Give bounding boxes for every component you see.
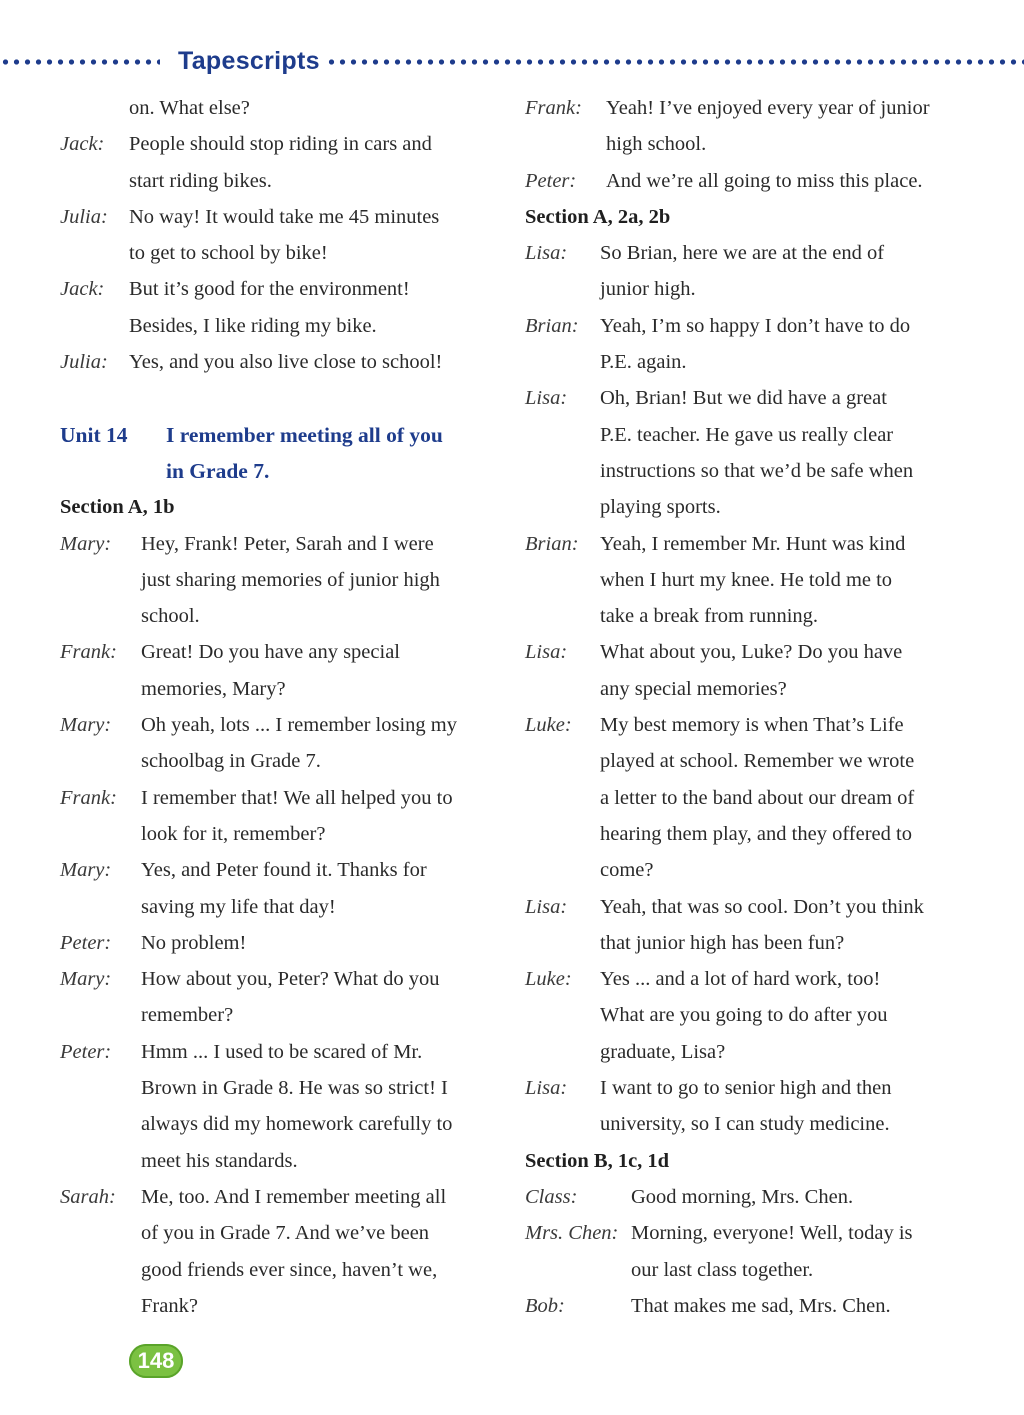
- section-heading: Section A, 1b: [60, 496, 175, 519]
- dialogue-line: [525, 925, 965, 961]
- dialogue-text: take a break from running.: [600, 605, 819, 628]
- dialogue-line: [60, 816, 500, 852]
- speaker-name: Lisa:: [525, 387, 568, 410]
- dialogue-line: [60, 707, 500, 743]
- speaker-name: Jack:: [60, 278, 105, 301]
- dialogue-line: [525, 526, 965, 562]
- section-heading: Section A, 2a, 2b: [525, 205, 671, 228]
- dialogue-line: [60, 1179, 500, 1215]
- dialogue-text: Yeah, I remember Mr. Hunt was kind: [600, 532, 906, 555]
- header-dots-right: [326, 58, 1024, 66]
- dialogue-text: university, so I can study medicine.: [600, 1113, 890, 1136]
- dialogue-line: [525, 90, 965, 126]
- dialogue-line: [60, 1034, 500, 1070]
- dialogue-text: a letter to the band about our dream of: [600, 786, 915, 809]
- dialogue-text: our last class together.: [631, 1258, 814, 1281]
- speaker-name: Lisa:: [525, 1077, 568, 1100]
- unit-heading: [60, 453, 500, 489]
- dialogue-line: [525, 961, 965, 997]
- dialogue-text: So Brian, here we are at the end of: [600, 242, 885, 265]
- dialogue-text: Morning, everyone! Well, today is: [631, 1222, 913, 1245]
- dialogue-line: [60, 852, 500, 888]
- dialogue-line: [60, 344, 500, 380]
- dialogue-text: People should stop riding in cars and: [129, 133, 432, 156]
- dialogue-text: that junior high has been fun?: [600, 931, 845, 954]
- dialogue-text: P.E. again.: [600, 351, 687, 374]
- dialogue-text: playing sports.: [600, 496, 721, 519]
- dialogue-line: [525, 126, 965, 162]
- dialogue-line: [525, 344, 965, 380]
- dialogue-line: [525, 997, 965, 1033]
- dialogue-line: [525, 489, 965, 525]
- header-title: Tapescripts: [178, 47, 320, 75]
- dialogue-line: [525, 1034, 965, 1070]
- dialogue-text: meet his standards.: [141, 1149, 298, 1172]
- dialogue-text: high school.: [606, 133, 707, 156]
- dialogue-line: [60, 562, 500, 598]
- dialogue-text: played at school. Remember we wrote: [600, 750, 915, 773]
- dialogue-line: [60, 308, 500, 344]
- dialogue-text: graduate, Lisa?: [600, 1040, 726, 1063]
- blank-line: [60, 380, 500, 416]
- dialogue-text: Yeah, I’m so happy I don’t have to do: [600, 314, 911, 337]
- dialogue-line: [60, 598, 500, 634]
- dialogue-text: How about you, Peter? What do you: [141, 968, 440, 991]
- dialogue-text: But it’s good for the environment!: [129, 278, 410, 301]
- dialogue-line: [60, 235, 500, 271]
- dialogue-text: on. What else?: [129, 97, 250, 119]
- dialogue-line: [525, 634, 965, 670]
- speaker-name: Mary:: [60, 968, 112, 991]
- speaker-name: Bob:: [525, 1294, 565, 1317]
- dialogue-line: [60, 743, 500, 779]
- dialogue-text: I want to go to senior high and then: [600, 1077, 892, 1100]
- dialogue-text: Brown in Grade 8. He was so strict! I: [141, 1077, 448, 1100]
- dialogue-text: school.: [141, 605, 200, 628]
- dialogue-line: [60, 199, 500, 235]
- dialogue-line: [60, 90, 500, 126]
- unit-title: I remember meeting all of you: [166, 422, 443, 447]
- dialogue-line: [60, 526, 500, 562]
- speaker-name: Julia:: [60, 351, 108, 374]
- dialogue-text: My best memory is when That’s Life: [600, 714, 904, 737]
- dialogue-line: [525, 1288, 965, 1324]
- speaker-name: Mary:: [60, 532, 112, 555]
- dialogue-text: junior high.: [600, 278, 696, 301]
- speaker-name: Class:: [525, 1185, 578, 1208]
- dialogue-line: [60, 126, 500, 162]
- dialogue-text: schoolbag in Grade 7.: [141, 750, 321, 773]
- speaker-name: Mary:: [60, 714, 112, 737]
- dialogue-line: [60, 1143, 500, 1179]
- speaker-name: Peter:: [525, 169, 577, 192]
- dialogue-text: I remember that! We all helped you to: [141, 786, 453, 809]
- speaker-name: Luke:: [525, 714, 572, 737]
- dialogue-line: [525, 271, 965, 307]
- dialogue-text: saving my life that day!: [141, 895, 336, 918]
- speaker-name: Julia:: [60, 205, 108, 228]
- dialogue-line: [60, 780, 500, 816]
- dialogue-line: [525, 1179, 965, 1215]
- dialogue-text: always did my homework carefully to: [141, 1113, 453, 1136]
- dialogue-text: start riding bikes.: [129, 169, 272, 192]
- dialogue-text: Frank?: [141, 1294, 198, 1317]
- dialogue-text: What about you, Luke? Do you have: [600, 641, 903, 664]
- unit-number: Unit 14: [60, 422, 128, 447]
- dialogue-line: [525, 707, 965, 743]
- dialogue-text: What are you going to do after you: [600, 1004, 888, 1027]
- dialogue-text: Oh, Brian! But we did have a great: [600, 387, 887, 410]
- dialogue-text: Good morning, Mrs. Chen.: [631, 1185, 854, 1208]
- speaker-name: Peter:: [60, 1040, 112, 1063]
- dialogue-text: No way! It would take me 45 minutes: [129, 205, 440, 228]
- speaker-name: Mrs. Chen:: [525, 1222, 619, 1245]
- dialogue-text: hearing them play, and they offered to: [600, 822, 912, 845]
- dialogue-text: Besides, I like riding my bike.: [129, 314, 377, 337]
- dialogue-text: remember?: [141, 1004, 234, 1027]
- speaker-name: Frank:: [525, 97, 582, 119]
- dialogue-text: memories, Mary?: [141, 677, 286, 700]
- dialogue-text: good friends ever since, haven’t we,: [141, 1258, 438, 1281]
- speaker-name: Sarah:: [60, 1185, 116, 1208]
- dialogue-text: And we’re all going to miss this place.: [606, 169, 923, 192]
- dialogue-text: Yeah! I’ve enjoyed every year of junior: [606, 97, 930, 119]
- right-column: [525, 90, 965, 1324]
- speaker-name: Lisa:: [525, 641, 568, 664]
- speaker-name: Brian:: [525, 314, 579, 337]
- speaker-name: Lisa:: [525, 895, 568, 918]
- dialogue-line: [525, 1106, 965, 1142]
- dialogue-text: when I hurt my knee. He told me to: [600, 568, 893, 591]
- dialogue-line: [525, 235, 965, 271]
- speaker-name: Mary:: [60, 859, 112, 882]
- dialogue-text: any special memories?: [600, 677, 787, 700]
- dialogue-line: [525, 780, 965, 816]
- page-number: 148: [129, 1344, 183, 1378]
- dialogue-text: come?: [600, 859, 654, 882]
- left-column: [60, 90, 500, 1324]
- unit-title: in Grade 7.: [166, 458, 270, 483]
- dialogue-line: [60, 925, 500, 961]
- dialogue-line: [525, 816, 965, 852]
- dialogue-text: Hey, Frank! Peter, Sarah and I were: [141, 532, 434, 555]
- dialogue-line: [525, 743, 965, 779]
- dialogue-line: [525, 598, 965, 634]
- dialogue-line: [525, 417, 965, 453]
- dialogue-text: look for it, remember?: [141, 822, 326, 845]
- dialogue-text: of you in Grade 7. And we’ve been: [141, 1222, 430, 1245]
- dialogue-line: [525, 889, 965, 925]
- speaker-name: Peter:: [60, 931, 112, 954]
- dialogue-line: [60, 889, 500, 925]
- dialogue-text: Great! Do you have any special: [141, 641, 400, 664]
- dialogue-line: [60, 671, 500, 707]
- dialogue-text: P.E. teacher. He gave us really clear: [600, 423, 894, 446]
- dialogue-text: to get to school by bike!: [129, 242, 328, 265]
- dialogue-line: [60, 271, 500, 307]
- dialogue-text: That makes me sad, Mrs. Chen.: [631, 1294, 891, 1317]
- dialogue-line: [525, 852, 965, 888]
- speaker-name: Jack:: [60, 133, 105, 156]
- dialogue-text: No problem!: [141, 931, 247, 954]
- dialogue-line: [60, 1215, 500, 1251]
- dialogue-line: [60, 961, 500, 997]
- dialogue-text: Yes, and Peter found it. Thanks for: [141, 859, 427, 882]
- dialogue-text: Hmm ... I used to be scared of Mr.: [141, 1040, 423, 1063]
- dialogue-line: [60, 634, 500, 670]
- dialogue-line: [525, 671, 965, 707]
- unit-heading: [60, 417, 500, 453]
- dialogue-text: Me, too. And I remember meeting all: [141, 1185, 447, 1208]
- dialogue-line: [525, 453, 965, 489]
- speaker-name: Frank:: [60, 641, 117, 664]
- dialogue-text: Yes, and you also live close to school!: [129, 351, 443, 374]
- dialogue-text: just sharing memories of junior high: [141, 568, 440, 591]
- dialogue-line: [60, 1070, 500, 1106]
- speaker-name: Lisa:: [525, 242, 568, 265]
- dialogue-text: Yeah, that was so cool. Don’t you think: [600, 895, 924, 918]
- section-heading: Section B, 1c, 1d: [525, 1149, 670, 1172]
- dialogue-line: [60, 1252, 500, 1288]
- header-dots-left: [0, 58, 160, 66]
- dialogue-line: [525, 380, 965, 416]
- dialogue-line: [525, 562, 965, 598]
- page-header: [0, 44, 1024, 80]
- dialogue-text: Yes ... and a lot of hard work, too!: [600, 968, 881, 991]
- dialogue-line: [60, 1106, 500, 1142]
- dialogue-line: [525, 1070, 965, 1106]
- dialogue-line: [525, 1215, 965, 1251]
- dialogue-line: [60, 997, 500, 1033]
- dialogue-line: [525, 1252, 965, 1288]
- dialogue-line: [60, 1288, 500, 1324]
- speaker-name: Frank:: [60, 786, 117, 809]
- dialogue-line: [60, 163, 500, 199]
- speaker-name: Brian:: [525, 532, 579, 555]
- dialogue-line: [525, 163, 965, 199]
- speaker-name: Luke:: [525, 968, 572, 991]
- dialogue-line: [525, 308, 965, 344]
- dialogue-text: Oh yeah, lots ... I remember losing my: [141, 714, 457, 737]
- dialogue-text: instructions so that we’d be safe when: [600, 459, 914, 482]
